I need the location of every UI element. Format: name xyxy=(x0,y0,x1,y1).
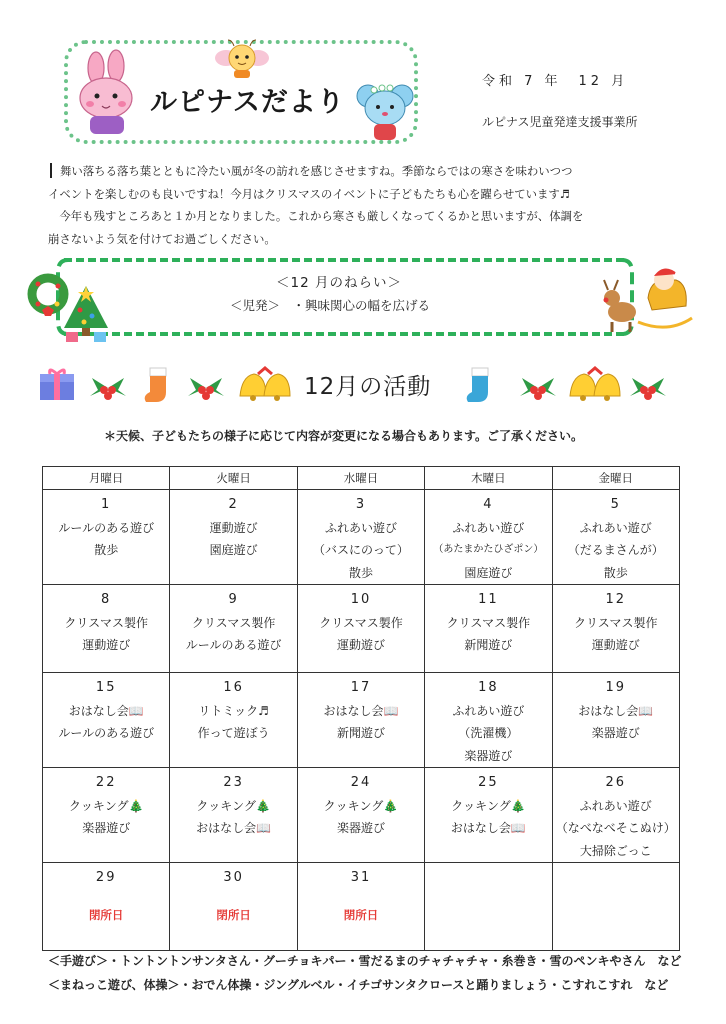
calendar-day-cell xyxy=(425,490,552,585)
weekday-header: 水曜日 xyxy=(297,467,424,490)
santa-sleigh-illustration xyxy=(598,262,694,342)
activity-item: （だるまさんが） xyxy=(567,543,664,557)
day-number: 4 xyxy=(483,497,494,512)
activity-item: ルールのある遊び xyxy=(185,638,282,652)
calendar-week xyxy=(43,490,680,585)
activity-item: クリスマス製作 xyxy=(446,615,531,630)
day-number: 16 xyxy=(223,680,244,695)
activity-item: ルールのある遊び xyxy=(58,520,155,535)
calendar-day-cell xyxy=(170,585,297,673)
aim-border-bottom xyxy=(64,332,624,336)
day-number: 5 xyxy=(610,497,621,512)
rabbit-illustration xyxy=(72,54,144,138)
activity-item: 運動遊び xyxy=(336,638,385,652)
activity-item: クッキング🎄 xyxy=(451,798,526,813)
calendar-day-cell xyxy=(43,673,170,768)
weekday-header: 金曜日 xyxy=(552,467,679,490)
activity-item: ふれあい遊び xyxy=(579,520,652,535)
activity-item: ルールのある遊び xyxy=(58,726,155,740)
activity-item: 新聞遊び xyxy=(336,726,385,740)
gift-icon xyxy=(38,368,76,402)
activity-item: クッキング🎄 xyxy=(196,798,271,813)
calendar-day-cell xyxy=(425,673,552,768)
calendar-day-cell xyxy=(170,490,297,585)
day-number: 24 xyxy=(350,775,372,790)
activity-item: 園庭遊び xyxy=(209,543,258,557)
day-number: 10 xyxy=(350,592,372,607)
activity-item: ふれあい遊び xyxy=(579,798,652,813)
calendar-day-cell xyxy=(43,585,170,673)
intro-line: 崩さないよう気を付けてお過ごしください。 xyxy=(48,231,276,246)
activity-item: 楽器遊び xyxy=(82,821,131,835)
activity-item: 運動遊び xyxy=(209,520,258,535)
day-number: 19 xyxy=(605,680,627,695)
activity-item: 散歩 xyxy=(603,565,628,580)
activity-item: クリスマス製作 xyxy=(191,615,276,630)
activity-item: 楽器遊び xyxy=(591,726,640,740)
holly-icon xyxy=(88,372,128,402)
activity-item: おはなし会📖 xyxy=(578,703,654,718)
day-number: 30 xyxy=(223,870,244,885)
activity-item: 運動遊び xyxy=(591,638,640,652)
closed-day-label: 閉所日 xyxy=(343,907,379,922)
calendar-day-cell xyxy=(43,768,170,863)
closed-day-label: 閉所日 xyxy=(216,907,251,922)
day-number: 22 xyxy=(95,775,117,790)
weekday-header: 月曜日 xyxy=(43,467,170,490)
activity-calendar xyxy=(42,466,680,951)
schedule-note: ＊天候、子どもたちの様子に応じて内容が変更になる場合もあります。ご了承ください。 xyxy=(104,429,584,443)
day-number: 23 xyxy=(223,775,244,790)
activity-item: ふれあい遊び xyxy=(452,703,525,718)
intro-line: 舞い落ちる落ち葉とともに冷たい風が冬の訪れを感じさせますね。季節ならではの寒さを味わいつつ xyxy=(60,164,573,178)
weekday-header: 火曜日 xyxy=(170,467,297,490)
activity-item: 園庭遊び xyxy=(464,565,513,580)
intro-line: 今年も残すところあと１か月となりました。これから寒さも厳しくなってくるかと思いますが、体調を xyxy=(48,209,584,223)
aim-border-top xyxy=(64,258,624,262)
stocking-icon xyxy=(142,366,174,404)
hand-play-list: ＜手遊び＞・トントントンサンタさん・グーチョキパー・雪だるまのチャチャチャ・糸巻き・雪のペンキやさん など xyxy=(48,954,682,968)
weekday-header: 木曜日 xyxy=(425,467,552,490)
aim-body: ＜児発＞ ・興味関心の幅を広げる xyxy=(230,298,431,313)
activity-item: おはなし会📖 xyxy=(450,821,526,835)
calendar-empty-cell xyxy=(552,863,679,951)
calendar-week xyxy=(43,585,680,673)
day-number: 11 xyxy=(478,592,499,607)
activity-item: ふれあい遊び xyxy=(324,520,397,535)
calendar-day-cell xyxy=(552,768,679,863)
day-number: 9 xyxy=(228,592,239,607)
bell-icon xyxy=(566,366,624,404)
day-number: 3 xyxy=(355,497,367,512)
day-number: 12 xyxy=(605,592,627,607)
calendar-day-cell xyxy=(43,863,170,951)
calendar-day-cell xyxy=(297,673,424,768)
mouse-illustration xyxy=(356,80,414,142)
calendar-day-cell xyxy=(297,490,424,585)
calendar-header-row xyxy=(43,467,680,490)
day-number: 1 xyxy=(101,497,112,512)
holly-icon xyxy=(186,372,226,402)
activity-item: 作って遊ぼう xyxy=(197,726,270,740)
activity-item: 新聞遊び xyxy=(464,638,513,652)
aim-title: ＜12 月のねらい＞ xyxy=(276,275,402,291)
closed-day-label: 閉所日 xyxy=(88,907,124,922)
day-number: 18 xyxy=(478,680,499,695)
calendar-day-cell xyxy=(170,768,297,863)
activity-item: ふれあい遊び xyxy=(452,520,525,535)
organization-name: ルピナス児童発達支援事業所 xyxy=(482,115,638,129)
day-number: 8 xyxy=(101,592,112,607)
calendar-day-cell xyxy=(170,673,297,768)
activity-item: クリスマス製作 xyxy=(319,615,403,630)
activity-item: 楽器遊び xyxy=(336,821,385,835)
activity-item: （あたまかたひざポン） xyxy=(433,544,544,555)
activity-item: おはなし会📖 xyxy=(196,821,272,835)
day-number: 29 xyxy=(95,870,117,885)
activity-item: リトミック♬ xyxy=(198,703,269,718)
activity-item: クリスマス製作 xyxy=(574,615,658,630)
issue-date: 令和 7 年 12 月 xyxy=(482,74,629,89)
stocking-icon xyxy=(464,366,496,404)
calendar-day-cell xyxy=(425,585,552,673)
day-number: 31 xyxy=(350,870,372,885)
calendar-empty-cell xyxy=(425,863,552,951)
activity-item: （洗濯機） xyxy=(458,726,519,740)
activity-item: 大掃除ごっこ xyxy=(579,843,652,858)
activity-item: クッキング🎄 xyxy=(68,798,144,813)
calendar-day-cell xyxy=(297,863,424,951)
activity-item: クッキング🎄 xyxy=(323,798,399,813)
bell-icon xyxy=(236,366,294,404)
holly-icon xyxy=(518,372,558,402)
intro-text xyxy=(48,160,688,250)
calendar-day-cell xyxy=(297,768,424,863)
calendar-day-cell xyxy=(425,768,552,863)
activity-item: おはなし会📖 xyxy=(323,703,399,718)
imitation-play-list: ＜まねっこ遊び、体操＞・おでん体操・ジングルベル・イチゴサンタクロースと踊りましょう・こすれこすれ など xyxy=(48,978,669,992)
activities-title: 12月の活動 xyxy=(304,374,432,400)
calendar-day-cell xyxy=(552,673,679,768)
activity-item: 散歩 xyxy=(348,565,373,580)
calendar-day-cell xyxy=(552,490,679,585)
calendar-day-cell xyxy=(170,863,297,951)
activity-item: 散歩 xyxy=(94,543,119,557)
activity-item: おはなし会📖 xyxy=(68,703,144,718)
holly-icon xyxy=(628,372,668,402)
day-number: 2 xyxy=(228,497,239,512)
day-number: 15 xyxy=(95,680,117,695)
activity-item: 楽器遊び xyxy=(464,748,513,763)
calendar-week xyxy=(43,863,680,951)
calendar-day-cell xyxy=(552,585,679,673)
activity-item: クリスマス製作 xyxy=(64,615,148,630)
day-number: 25 xyxy=(478,775,499,790)
day-number: 26 xyxy=(605,775,627,790)
day-number: 17 xyxy=(350,680,372,695)
activity-item: （バスにのって） xyxy=(313,543,409,557)
activity-item: 運動遊び xyxy=(82,638,131,652)
calendar-day-cell xyxy=(43,490,170,585)
christmas-tree-icon xyxy=(58,282,114,344)
bee-illustration xyxy=(214,38,270,80)
intro-line: イベントを楽しむのも良いですね！今月はクリスマスのイベントに子どもたちも心を躍らせています♬ xyxy=(48,186,570,201)
activity-item: （なべなべそこぬけ） xyxy=(555,821,676,835)
newsletter-title: ルピナスだより xyxy=(150,87,345,118)
calendar-day-cell xyxy=(297,585,424,673)
calendar-week xyxy=(43,768,680,863)
calendar-week xyxy=(43,673,680,768)
